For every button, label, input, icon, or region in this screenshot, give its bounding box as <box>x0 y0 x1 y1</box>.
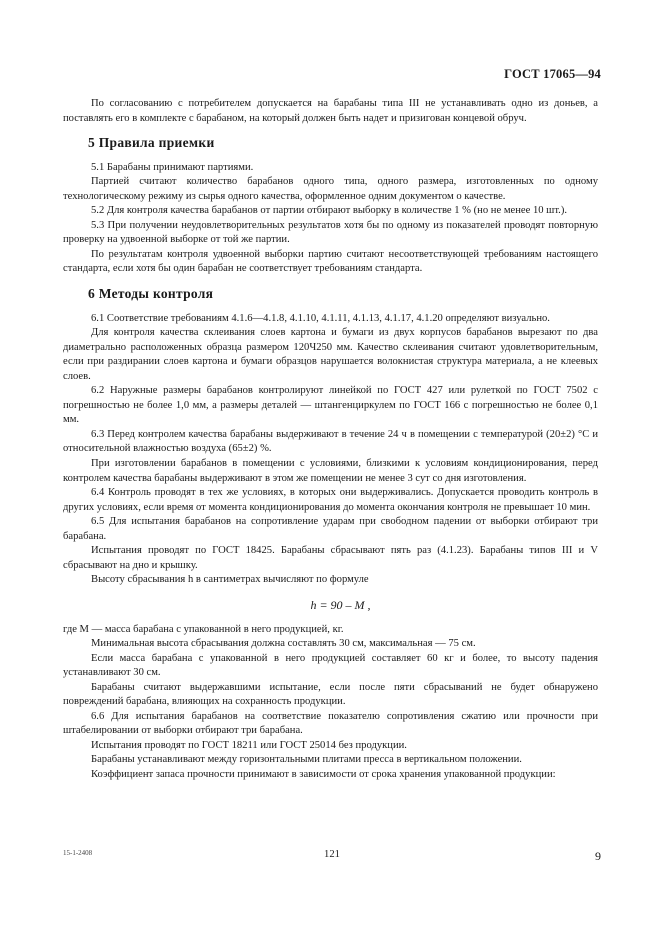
paragraph: 6.3 Перед контролем качества барабаны выдерживают в течение 24 ч в помещении с температурой (20±2) °С и относительной влажностью воздуха (65±2) %. <box>63 428 598 455</box>
paragraph: 5.2 Для контроля качества барабанов от партии отбирают выборку в количестве 1 % (но не менее 10 шт.). <box>91 205 567 217</box>
drop-height-formula: h = 90 – M , <box>310 597 371 612</box>
formula-where-clause: где M — масса барабана с упакованной в него продукцией, кг. <box>63 623 344 635</box>
section-5-title: 5 Правила приемки <box>88 135 215 151</box>
print-code: 15-1-2408 <box>63 849 93 857</box>
paragraph: Если масса барабана с упакованной в него продукцией составляет 60 кг и более, то высоту падения устанавливают 30 см. <box>63 652 598 679</box>
paragraph: 6.6 Для испытания барабанов на соответствие показателю сопротивления сжатию или прочности при штабелировании от выборки отбирают три барабана. <box>63 710 598 737</box>
page-number-right: 9 <box>595 849 601 863</box>
paragraph: 5.1 Барабаны принимают партиями. <box>91 161 254 173</box>
intro-paragraph: По согласованию с потребителем допускается на барабаны типа III не устанавливать одно из доньев, а поставлять его в комплекте с барабаном, на который должен быть надет и призигован концевой обруч. <box>63 98 598 124</box>
paragraph: Барабаны устанавливают между горизонтальными плитами пресса в вертикальном положении. <box>91 754 522 766</box>
paragraph: При изготовлении барабанов в помещении с условиями, близкими к условиям кондиционирования, перед контролем качества барабаны выдерживают в этом же помещении не менее 3 сут со дня изготовления. <box>63 458 598 484</box>
document-code: ГОСТ 17065—94 <box>504 67 601 81</box>
paragraph: Испытания проводят по ГОСТ 18211 или ГОСТ 25014 без продукции. <box>91 739 407 751</box>
section-6-body <box>63 312 598 783</box>
paragraph: Коэффициент запаса прочности принимают в зависимости от срока хранения упакованной продукции: <box>91 768 556 780</box>
section-5-body <box>63 161 598 277</box>
paragraph: Партией считают количество барабанов одного типа, одного размера, изготовленных по одному технологическому режиму из сырья одного качества, оформленное одним документом о качестве. <box>63 176 598 202</box>
paragraph: 6.1 Соответствие требованиям 4.1.6—4.1.8, 4.1.10, 4.1.11, 4.1.13, 4.1.17, 4.1.20 определяют визуально. <box>91 312 550 324</box>
page-number-center: 121 <box>324 849 340 860</box>
paragraph: Минимальная высота сбрасывания должна составлять 30 см, максимальная — 75 см. <box>91 638 476 650</box>
paragraph: Испытания проводят по ГОСТ 18425. Барабаны сбрасывают пять раз (4.1.23). Барабаны типов III и V сбрасывают на дно и крышку. <box>63 545 598 571</box>
paragraph: 6.2 Наружные размеры барабанов контролируют линейкой по ГОСТ 427 или рулеткой по ГОСТ 7502 с погрешностью не более 1,0 мм, а размеры деталей — штангенциркулем по ГОСТ 166 с погрешностью не более 0,1 мм. <box>63 385 598 426</box>
paragraph: По результатам контроля удвоенной выборки партию считают несоответствующей требованиям настоящего стандарта, если хотя бы один барабан не соответствует требованиям стандарта. <box>63 248 598 275</box>
page-body <box>63 97 598 783</box>
paragraph: Высоту сбрасывания h в сантиметрах вычисляют по формуле <box>91 574 369 586</box>
paragraph: 5.3 При получении неудовлетворительных результатов хотя бы по одному из показателей проводят повторную проверку на удвоенной выборке от той же партии. <box>63 219 598 246</box>
paragraph: 6.4 Контроль проводят в тех же условиях, в которых они выдерживались. Допускается проводить контроль в других условиях, если время от момента кондиционирования до момента окончания контроля не превышает 10 мин. <box>63 487 598 513</box>
section-6-title: 6 Методы контроля <box>88 286 214 302</box>
paragraph: Барабаны считают выдержавшими испытание, если после пяти сбрасываний не будет обнаружено повреждений барабана, влияющих на сохранность продукции. <box>63 681 598 708</box>
paragraph: Для контроля качества склеивания слоев картона и бумаги из двух корпусов барабанов вырезают по два диаметрально расположенных образца размером 120Ч250 мм. Качество склеивания считают удовлетворительным, если при раздирании слоев картона и бумаги образцов нарушается волокнистая структура материала, а не клеевых слоев. <box>63 327 598 382</box>
paragraph: 6.5 Для испытания барабанов на сопротивление ударам при свободном падении от выборки отбирают три барабана. <box>63 516 598 542</box>
